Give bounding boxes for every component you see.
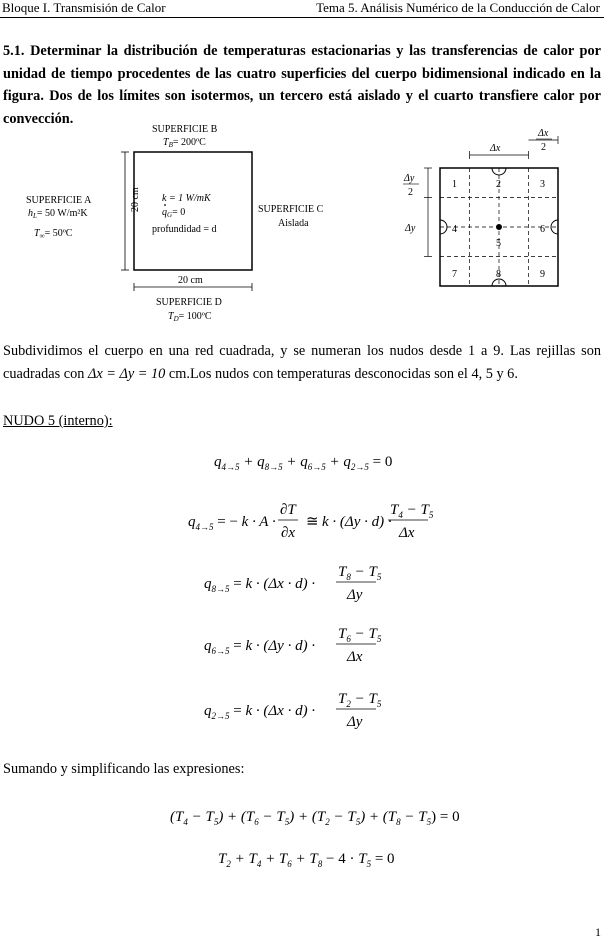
equations [0,440,604,760]
eq-balance: $q_{4\to 5} + q_{8\to 5} + q_{6\to 5} + q_{2\to 5} = 0$ [214,454,393,472]
dy2-num: Δy [404,173,415,184]
surf-d-label: SUPERFICIE D [156,297,222,308]
svg-text:Δy: Δy [347,714,363,730]
qg-label: $q_G= 0$ [162,207,186,219]
svg-text:q4→5 = − k · A ·: $q_{4\to 5}$ = − k · A · [188,514,276,532]
td-label: $T_D=$ 100ºC [168,311,212,323]
node-label-8: 8 [496,269,501,280]
problem-statement [3,40,601,130]
header-rule [0,17,604,18]
svg-text:≅: ≅ [306,514,319,530]
header-left: Bloque I. Transmisión de Calor [2,0,166,15]
dim-horizontal-label: 20 cm [178,275,203,286]
eq-q65 [204,626,382,665]
surf-a-label: SUPERFICIE A [26,195,92,206]
dx2-den: 2 [541,142,546,153]
qg-dot [164,204,166,206]
ha-label: $h_L= 50$ W/m²K [28,208,88,220]
node5-heading: NUDO 5 (interno): [3,413,113,429]
svg-text:∂x: ∂x [281,525,296,541]
body-square [134,152,252,270]
problem-text: Determinar la distribución de temperaturas estacionarias y las transferencias de calor por unidad de tiempo procedentes de las cuatro superficies del cuerpo bidimensional indicado en la figura. Dos de los límites son isotermos, un tercero está aislado y el cuarto transfiere calor por convección. [3,43,601,127]
node-5-dot [496,224,502,230]
problem-number: 5.1. [3,43,25,59]
dy-label: Δy [405,223,416,234]
eq-q45 [188,502,434,541]
eq-sum: $(T_4 - T_5) + (T_6 - T_5) + (T_2 - T_5) + (T_8 - T_5) = 0$ [170,809,460,827]
svg-text:Δx: Δx [347,649,363,665]
svg-text:Δx: Δx [399,525,415,541]
node-label-4: 4 [452,224,457,235]
surf-c-label: SUPERFICIE C [258,204,324,215]
svg-text:q6→5 = k · (Δy · d) ·: $q_{6\to 5} = k \cdot (\Delta y \cdot d)$ · [204,638,316,656]
svg-text:T8 − T5: $T_8 - T_5$ [338,564,382,582]
node-label-6: 6 [540,224,545,235]
svg-text:T6 − T5: $T_6 - T_5$ [338,626,382,644]
node-label-9: 9 [540,269,545,280]
svg-text:Δy: Δy [347,587,363,603]
dy2-den: 2 [408,187,413,198]
node-label-7: 7 [452,269,457,280]
final-equations [0,795,604,875]
svg-text:∂T: ∂T [280,502,296,518]
svg-text:T2 − T5: $T_2 - T_5$ [338,691,382,709]
eq-q85 [204,564,382,603]
sum-text: Sumando y simplificando las expresiones: [3,761,245,777]
problem-figure [0,120,604,330]
surf-b-label: SUPERFICIE B [152,124,218,135]
tinf-label: $T_\infty=$ 50ºC [34,228,73,240]
svg-text:q8→5 = k · (Δx · d) ·: $q_{8\to 5} = k \cdot (\Delta x \cdot d)$ · [204,576,316,594]
tb-label: $T_B=$ 200ºC [163,137,206,149]
eq-node5-final: $T_2 + T_4 + T_6 + T_8 - 4 \cdot T_5 = 0$ [218,851,395,869]
k-label: k = 1 W/mK [162,193,211,204]
dx-label: Δx [490,143,501,154]
page-header [0,0,604,17]
node-label-3: 3 [540,179,545,190]
svg-text:k · (Δy · d) ·: k · (Δy · d) · [322,514,392,530]
page-number: 1 [595,925,601,939]
eq-q25 [204,691,382,730]
grid-equation: Δx = Δy = 10 [87,365,166,382]
depth-label: profundidad = d [152,224,217,235]
dim-vertical-label: 20 cm [130,187,141,212]
node-label-2: 2 [496,179,501,190]
header-right: Tema 5. Análisis Numérico de la Conducción de Calor [316,0,600,15]
node-label-1: 1 [452,179,457,190]
dx2-num: Δx [538,128,549,139]
svg-text:T4 − T5: $T_4 - T_5$ [390,502,434,520]
node-label-5: 5 [496,238,501,249]
paragraph-grid: Subdividimos el cuerpo en una red cuadrada, y se numeran los nudos desde 1 a 9. Las rejillas son cuadradas con Δx = Δy = 10 cm.Los nudos con temperaturas desconocidas son el 4, 5 y 6. [3,343,601,382]
surf-c-sub: Aislada [278,218,309,229]
svg-text:q2→5 = k · (Δx · d) ·: $q_{2\to 5} = k \cdot (\Delta x \cdot d)$ · [204,703,316,721]
